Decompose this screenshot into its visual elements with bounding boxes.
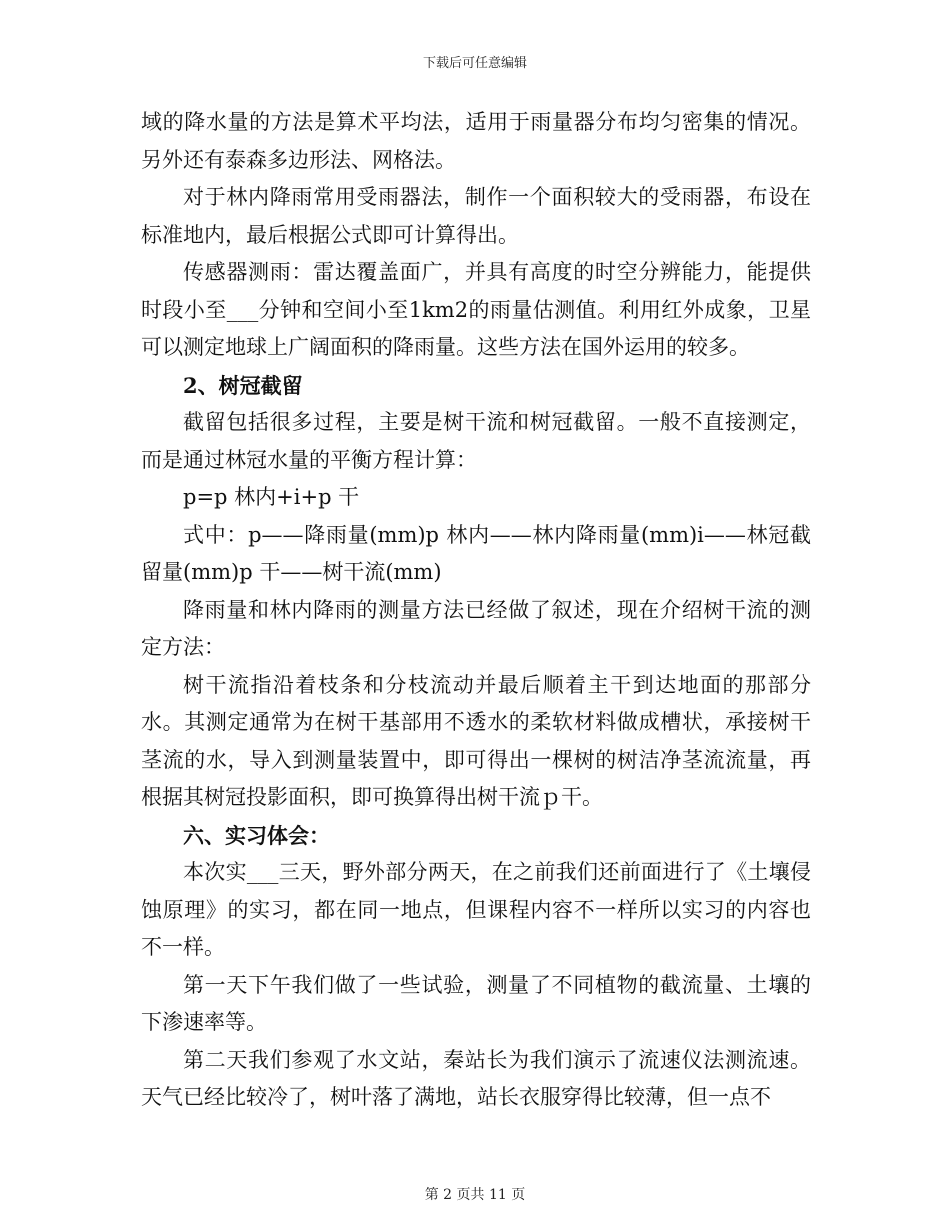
- section-heading-reflections: 六、实习体会：: [183, 822, 330, 848]
- paragraph-sensor-rainfall: 传感器测雨：雷达覆盖面广，并具有高度的时空分辨能力，能提供时段小至___分钟和空间小至1km2的雨量估测值。利用红外成象，卫星可以测定地球上广阔面积的降雨量。这些方法在国外运用的较多。: [141, 260, 811, 359]
- section-heading-canopy-interception: 2、树冠截留: [183, 372, 303, 398]
- paragraph-stemflow-method: 树干流指沿着枝条和分枝流动并最后顺着主干到达地面的那部分水。其测定通常为在树干基部用不透水的柔软材料做成槽状，承接树干茎流的水，导入到测量装置中，即可得出一棵树的树洁净茎流流量，再根据其树冠投影面积，即可换算得出树干流ｐ干。: [141, 672, 811, 809]
- paragraph-area-rainfall-methods: 域的降水量的方法是算术平均法，适用于雨量器分布均匀密集的情况。另外还有泰森多边形法、网格法。: [141, 110, 811, 172]
- paragraph-day-one: 第一天下午我们做了一些试验，测量了不同植物的截流量、土壤的下渗速率等。: [141, 972, 811, 1034]
- document-body: [141, 104, 811, 1117]
- page-footer: 第 2 页共 11 页: [424, 1187, 526, 1203]
- paragraph-equation-legend: 式中：p——降雨量(mm)p 林内——林内降雨量(mm)i——林冠截留量(mm)p 干——树干流(mm): [141, 522, 811, 584]
- paragraph-interception-intro: 截留包括很多过程，主要是树干流和树冠截留。一般不直接测定，而是通过林冠水量的平衡方程计算：: [141, 410, 811, 472]
- paragraph-day-two: 第二天我们参观了水文站，秦站长为我们演示了流速仪法测流速。天气已经比较冷了，树叶落了满地，站长衣服穿得比较薄，但一点不: [141, 1047, 811, 1109]
- equation-water-balance: p=p 林内+i+p 干: [183, 485, 360, 509]
- paragraph-stemflow-intro: 降雨量和林内降雨的测量方法已经做了叙述，现在介绍树干流的测定方法：: [141, 597, 811, 659]
- paragraph-internship-overview: 本次实___三天，野外部分两天，在之前我们还前面进行了《土壤侵蚀原理》的实习，都在同一地点，但课程内容不一样所以实习的内容也不一样。: [141, 860, 811, 959]
- page-header: 下载后可任意编辑: [422, 56, 527, 71]
- paragraph-forest-rainfall: 对于林内降雨常用受雨器法，制作一个面积较大的受雨器，布设在标准地内，最后根据公式即可计算得出。: [141, 185, 811, 247]
